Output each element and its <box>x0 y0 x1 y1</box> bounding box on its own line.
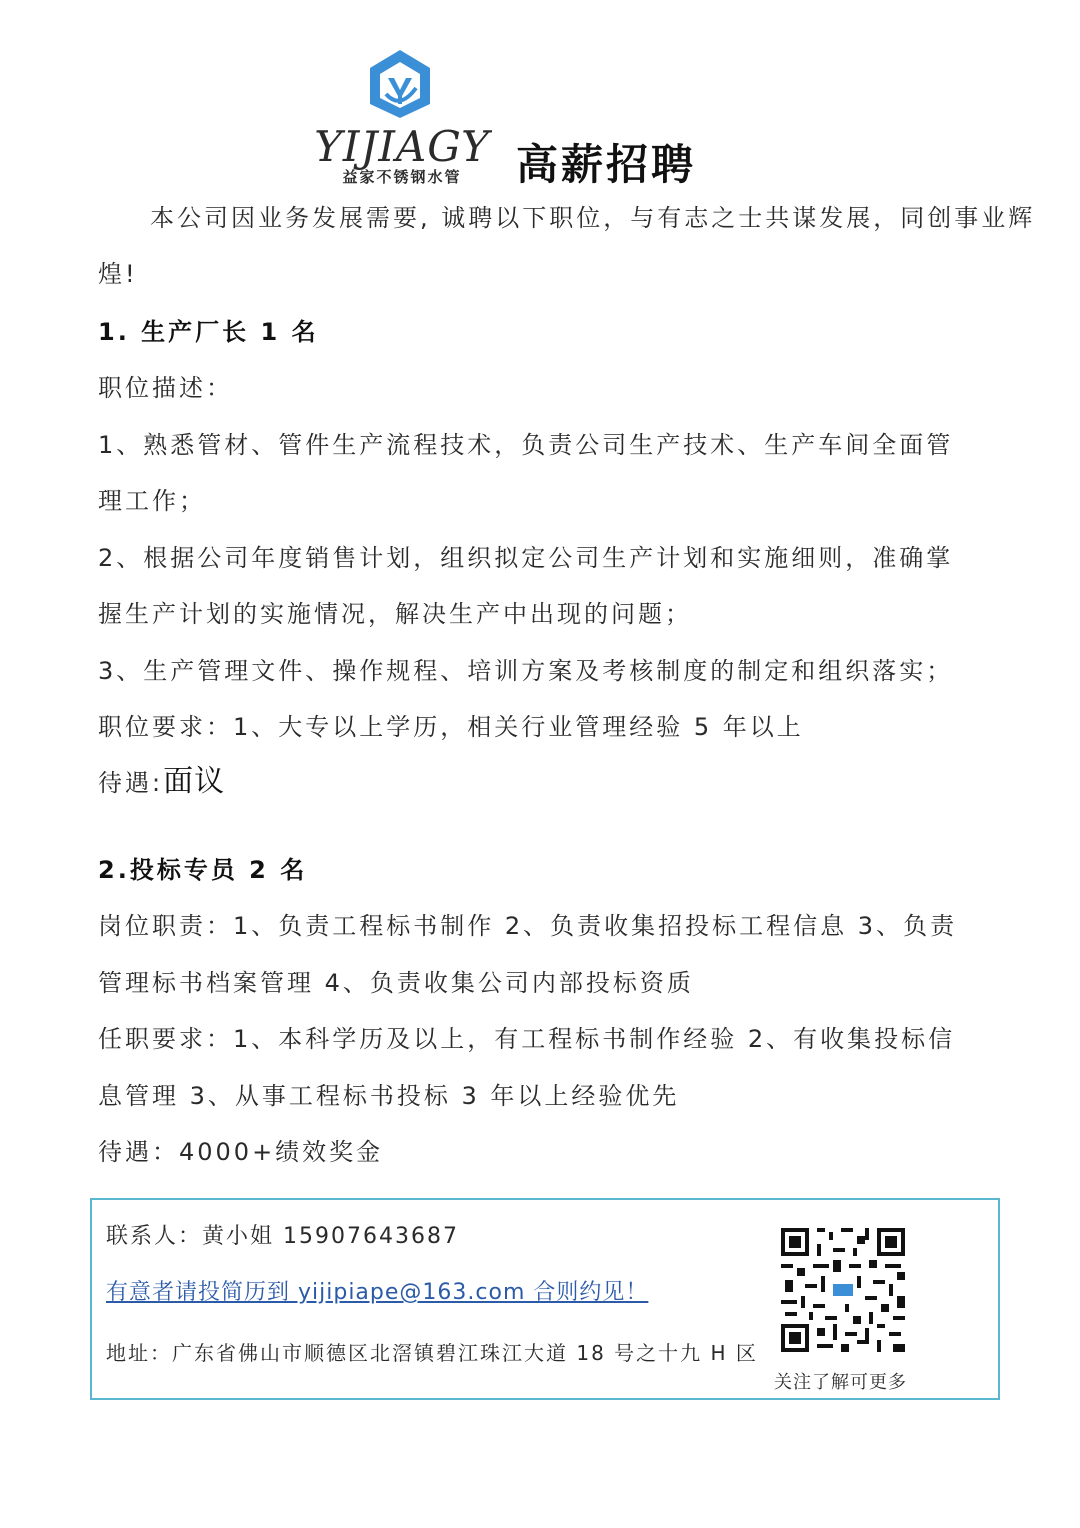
logo-wordmark: YIJIAGY <box>314 122 490 171</box>
job1-title: 1. 生产厂长 1 名 <box>98 318 319 346</box>
job2-line-3: 任职要求：1、本科学历及以上，有工程标书制作经验 2、有收集投标信 <box>98 1025 956 1053</box>
contact-box <box>90 1198 1000 1400</box>
job1-line-2: 理工作； <box>98 487 206 515</box>
job1-line-4: 握生产计划的实施情况，解决生产中出现的问题； <box>98 600 692 628</box>
job2-line-4: 息管理 3、从事工程标书投标 3 年以上经验优先 <box>98 1082 680 1110</box>
contact-person: 联系人：黄小姐 15907643687 <box>106 1224 459 1249</box>
job1-pay-label: 待遇: <box>98 769 164 797</box>
job1-line-3: 2、根据公司年度销售计划，组织拟定公司生产计划和实施细则，准确掌 <box>98 544 954 572</box>
job2-line-1: 岗位职责：1、负责工程标书制作 2、负责收集招投标工程信息 3、负责 <box>98 912 958 940</box>
logo-subtitle: 益家不锈钢水管 <box>342 168 462 186</box>
job1-requirements: 职位要求：1、大专以上学历，相关行业管理经验 5 年以上 <box>98 713 804 741</box>
job2-line-2: 管理标书档案管理 4、负责收集公司内部投标资质 <box>98 969 694 997</box>
address: 地址：广东省佛山市顺德区北滘镇碧江珠江大道 18 号之十九 H 区 <box>106 1341 758 1365</box>
intro-line-2: 煌! <box>98 260 138 288</box>
intro-line-1: 本公司因业务发展需要, 诚聘以下职位，与有志之士共谋发展，同创事业辉 <box>150 204 1036 232</box>
job2-pay: 待遇：4000+绩效奖金 <box>98 1138 384 1166</box>
job1-line-1: 1、熟悉管材、管件生产流程技术，负责公司生产技术、生产车间全面管 <box>98 431 954 459</box>
job1-pay <box>98 766 225 799</box>
job1-pay-value: 面议 <box>163 764 226 799</box>
job1-line-5: 3、生产管理文件、操作规程、培训方案及考核制度的制定和组织落实； <box>98 657 954 685</box>
job1-desc-label: 职位描述： <box>98 374 233 402</box>
house-logo-icon <box>368 48 432 120</box>
page-title: 高薪招聘 <box>516 140 697 189</box>
company-logo <box>312 48 492 188</box>
qr-code-icon[interactable] <box>777 1224 909 1356</box>
qr-caption: 关注了解可更多 <box>774 1372 907 1393</box>
job2-title: 2.投标专员 2 名 <box>98 856 308 884</box>
email-link[interactable]: 有意者请投简历到 yijipiape@163.com 合则约见！ <box>106 1280 649 1305</box>
